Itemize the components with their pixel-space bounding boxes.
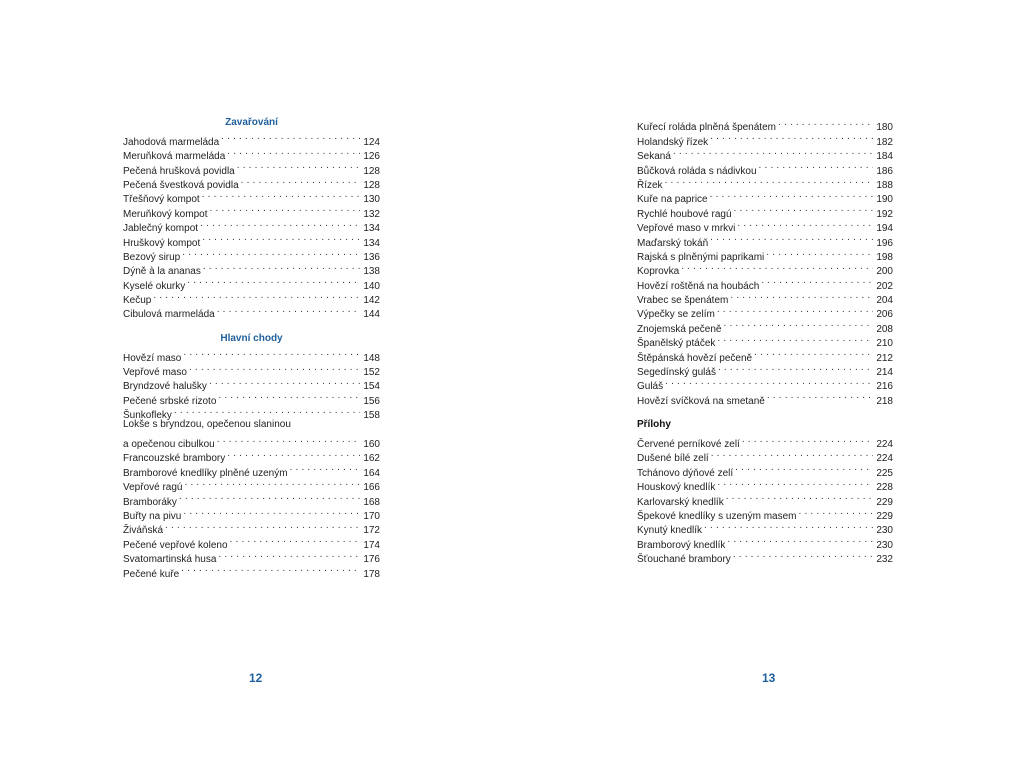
toc-entry-page: 162 <box>363 453 380 465</box>
toc-entry-page: 224 <box>876 438 893 450</box>
dot-leader <box>665 375 873 389</box>
toc-entry-title: Kyselé okurky <box>123 280 186 292</box>
dot-leader <box>799 505 873 519</box>
dot-leader <box>218 548 360 562</box>
toc-entry-page: 196 <box>876 237 893 249</box>
dot-leader <box>761 274 873 288</box>
toc-entry-page: 170 <box>363 510 380 522</box>
toc-entry <box>637 145 893 163</box>
dot-leader <box>227 145 360 159</box>
toc-entry-page: 126 <box>363 151 380 163</box>
dot-leader <box>183 346 360 360</box>
page-number: 12 <box>249 671 263 685</box>
dot-leader <box>665 174 873 188</box>
toc-entry-title: Bůčková roláda s nádivkou <box>637 165 757 177</box>
toc-entry-page: 174 <box>363 539 380 551</box>
toc-entry-page: 132 <box>363 208 380 220</box>
toc-entry-page: 164 <box>363 467 380 479</box>
dot-leader <box>717 303 873 317</box>
dot-leader <box>704 519 873 533</box>
dot-leader <box>727 533 873 547</box>
dot-leader <box>710 130 873 144</box>
toc-entry-title: Francouzské brambory <box>123 453 226 465</box>
toc-entry-title: Kynutý knedlík <box>637 525 703 537</box>
toc-entry-title: Pečené srbské rizoto <box>123 395 217 407</box>
toc-entry-title: Hovězí svíčková na smetaně <box>637 395 765 407</box>
toc-entry-title: Pečené kuře <box>123 568 180 580</box>
toc-entry-page: 198 <box>876 251 893 263</box>
toc-entry-page: 130 <box>363 194 380 206</box>
toc-entry-title: Hruškový kompot <box>123 237 201 249</box>
toc-entry <box>637 389 893 407</box>
toc-entry-title: Vepřové maso v mrkvi <box>637 223 736 235</box>
toc-entry-title: Holandský řízek <box>637 136 709 148</box>
toc-entry-page: 182 <box>876 136 893 148</box>
toc-entry-page: 184 <box>876 151 893 163</box>
dot-leader <box>290 461 360 475</box>
toc-entry-page: 134 <box>363 223 380 235</box>
dot-leader <box>221 130 360 144</box>
toc-entry-page: 138 <box>363 266 380 278</box>
dot-leader <box>717 476 873 490</box>
dot-leader <box>189 361 360 375</box>
toc-entry-title: Dýně à la ananas <box>123 266 201 278</box>
dot-leader <box>185 476 361 490</box>
section-heading: Zavařování <box>225 117 278 128</box>
toc-entry-page: 180 <box>876 122 893 134</box>
toc-entry-title: Kuřecí roláda plněná špenátem <box>637 122 776 134</box>
dot-leader <box>718 361 873 375</box>
toc-entry <box>637 174 893 191</box>
dot-leader <box>734 202 873 216</box>
toc-entry <box>123 130 380 148</box>
dot-leader <box>227 447 360 461</box>
toc-entry-page: 124 <box>363 136 380 148</box>
toc-entry-title: Červené perníkové zelí <box>637 438 740 450</box>
toc-entry <box>637 159 893 177</box>
toc-entry-page: 136 <box>363 251 380 263</box>
dot-leader <box>673 145 873 159</box>
dot-leader <box>759 159 873 173</box>
dot-leader <box>209 375 360 389</box>
dot-leader <box>182 246 360 260</box>
toc-entry-title: Kečup <box>123 295 152 307</box>
toc-entry-page: 216 <box>876 381 893 393</box>
toc-entry-title: Bramboráky <box>123 496 177 508</box>
toc-entry-page: 166 <box>363 482 380 494</box>
toc-entry-page: 230 <box>876 525 893 537</box>
toc-entry-page: 128 <box>363 165 380 177</box>
toc-entry-page: 228 <box>876 482 893 494</box>
toc-entry-title: Bramborový knedlík <box>637 539 726 551</box>
dot-leader <box>183 505 360 519</box>
dot-leader <box>711 447 873 461</box>
dot-leader <box>218 389 360 403</box>
toc-entry-title: Koprovka <box>637 266 680 278</box>
dot-leader <box>766 246 873 260</box>
toc-entry-title: Hovězí roštěná na houbách <box>637 280 760 292</box>
dot-leader <box>165 519 360 533</box>
toc-entry-title: Štěpánská hovězí pečeně <box>637 352 753 364</box>
dot-leader <box>710 188 873 202</box>
toc-entry-page: 168 <box>363 496 380 508</box>
dot-leader <box>767 389 873 403</box>
toc-entry-page: 212 <box>876 352 893 364</box>
toc-entry-title: Živáňská <box>123 525 164 537</box>
toc-entry-title: Hovězí maso <box>123 352 182 364</box>
toc-entry-title: Houskový knedlík <box>637 482 716 494</box>
toc-entry-title: Znojemská pečeně <box>637 323 722 335</box>
toc-entry <box>637 375 893 393</box>
toc-entry-page: 192 <box>876 208 893 220</box>
toc-entry-title: Pečená švestková povidla <box>123 179 239 191</box>
toc-entry-page: 178 <box>363 568 380 580</box>
toc-entry-title: Guláš <box>637 381 664 393</box>
toc-entry <box>123 433 380 450</box>
toc-entry-page: 158 <box>363 410 380 422</box>
toc-entry-title: Segedínský guláš <box>637 367 716 379</box>
toc-entry-page: 140 <box>363 280 380 292</box>
toc-entry-title: Vrabec se špenátem <box>637 295 729 307</box>
toc-entry <box>637 433 893 450</box>
dot-leader <box>730 289 873 303</box>
toc-entry-title: Špekové knedlíky s uzeným masem <box>637 510 797 522</box>
toc-entry-title: Karlovarský knedlík <box>637 496 724 508</box>
dot-leader <box>209 202 360 216</box>
toc-entry-page: 210 <box>876 338 893 350</box>
dot-leader <box>778 116 873 130</box>
toc-entry-page: 160 <box>363 438 380 450</box>
page-number: 13 <box>762 671 776 685</box>
dot-leader <box>237 159 360 173</box>
toc-entry-title: Buřty na pivu <box>123 510 182 522</box>
toc-entry-title: Jablečný kompot <box>123 223 199 235</box>
dot-leader <box>737 217 873 231</box>
toc-entry-title: Cibulová marmeláda <box>123 309 215 321</box>
toc-entry-page: 230 <box>876 539 893 551</box>
toc-entry-page: 134 <box>363 237 380 249</box>
dot-leader <box>200 217 360 231</box>
dot-leader <box>742 433 873 447</box>
dot-leader <box>241 174 360 188</box>
toc-entry-page: 172 <box>363 525 380 537</box>
dot-leader <box>681 260 873 274</box>
toc-entry-title: Maďarský tokáň <box>637 237 709 249</box>
toc-entry-title: Rajská s plněnými paprikami <box>637 251 765 263</box>
toc-entry-page: 218 <box>876 395 893 407</box>
toc-entry-page: 200 <box>876 266 893 278</box>
toc-entry-page: 206 <box>876 309 893 321</box>
toc-entry-title: Bramborové knedlíky plněné uzeným <box>123 467 288 479</box>
toc-entry-title: Meruňkový kompot <box>123 208 208 220</box>
right-page <box>512 0 1024 768</box>
dot-leader <box>710 231 873 245</box>
toc-entry-page: 202 <box>876 280 893 292</box>
toc-entry-title: Kuře na paprice <box>637 194 708 206</box>
dot-leader <box>735 461 873 475</box>
toc-entry-page: 190 <box>876 194 893 206</box>
toc-entry-page: 208 <box>876 323 893 335</box>
toc-entry-title: Bezový sirup <box>123 251 181 263</box>
toc-entry-title: Šťouchané brambory <box>637 554 731 566</box>
toc-entry-page: 176 <box>363 554 380 566</box>
dot-leader <box>726 490 873 504</box>
toc-entry-title: Řízek <box>637 179 663 191</box>
toc-entry-title: Svatomartinská husa <box>123 554 217 566</box>
toc-entry <box>637 188 893 206</box>
toc-entry-title: Lokše s bryndzou, opečenou slaninou <box>123 419 291 431</box>
toc-entry-title: Bryndzové halušky <box>123 381 207 393</box>
toc-entry-title: Šunkofleky <box>123 410 172 422</box>
dot-leader <box>202 188 360 202</box>
section-heading: Hlavní chody <box>220 332 283 344</box>
toc-entry-title: Vepřové maso <box>123 367 187 379</box>
toc-entry-page: 204 <box>876 295 893 307</box>
toc-entry <box>123 303 380 321</box>
toc-entry-page: 224 <box>876 453 893 465</box>
toc-entry-page: 152 <box>363 367 380 379</box>
toc-entry-page: 188 <box>876 179 893 191</box>
toc-entry-page: 128 <box>363 179 380 191</box>
toc-entry <box>123 418 380 432</box>
dot-leader <box>153 289 360 303</box>
toc-entry-title: Sekaná <box>637 151 671 163</box>
dot-leader <box>187 274 360 288</box>
toc-entry-page: 232 <box>876 554 893 566</box>
toc-entry-title: Třešňový kompot <box>123 194 200 206</box>
toc-entry-title: Pečené vepřové koleno <box>123 539 228 551</box>
toc-entry-page: 229 <box>876 510 893 522</box>
dot-leader <box>217 303 360 317</box>
toc-entry-page: 154 <box>363 381 380 393</box>
toc-entry-title: Rychlé houbové ragú <box>637 208 732 220</box>
dot-leader <box>202 231 360 245</box>
toc-entry-page: 214 <box>876 367 893 379</box>
toc-entry-page: 186 <box>876 165 893 177</box>
toc-entry-title: Výpečky se zelím <box>637 309 715 321</box>
toc-entry-title: Španělský ptáček <box>637 338 716 350</box>
dot-leader <box>217 433 360 447</box>
dot-leader <box>174 404 360 418</box>
toc-entry-title: Jahodová marmeláda <box>123 136 220 148</box>
toc-entry-page: 142 <box>363 295 380 307</box>
dot-leader <box>754 346 873 360</box>
toc-entry-page: 229 <box>876 496 893 508</box>
toc-entry-title: Tchánovo dýňové zelí <box>637 467 734 479</box>
dot-leader <box>179 490 360 504</box>
toc-entry-page: 225 <box>876 467 893 479</box>
right-toc <box>637 116 893 566</box>
section-heading: Přílohy <box>637 419 671 431</box>
dot-leader <box>230 533 360 547</box>
dot-leader <box>717 332 873 346</box>
dot-leader <box>724 317 874 331</box>
toc-entry-title: Vepřové ragú <box>123 482 183 494</box>
toc-entry-title: Dušené bílé zelí <box>637 453 709 465</box>
toc-entry <box>123 289 380 307</box>
toc-entry-page: 194 <box>876 223 893 235</box>
toc-entry-page: 144 <box>363 309 380 321</box>
toc-entry-title: a opečenou cibulkou <box>123 438 215 450</box>
toc-entry <box>637 116 893 134</box>
toc-entry-title: Meruňková marmeláda <box>123 151 226 163</box>
toc-entry <box>123 346 380 364</box>
toc-entry-title: Pečená hrušková povidla <box>123 165 235 177</box>
dot-leader <box>733 548 873 562</box>
dot-leader <box>181 562 360 576</box>
toc-entry-page: 148 <box>363 352 380 364</box>
toc-entry-page: 156 <box>363 395 380 407</box>
dot-leader <box>203 260 360 274</box>
left-toc <box>123 116 380 580</box>
